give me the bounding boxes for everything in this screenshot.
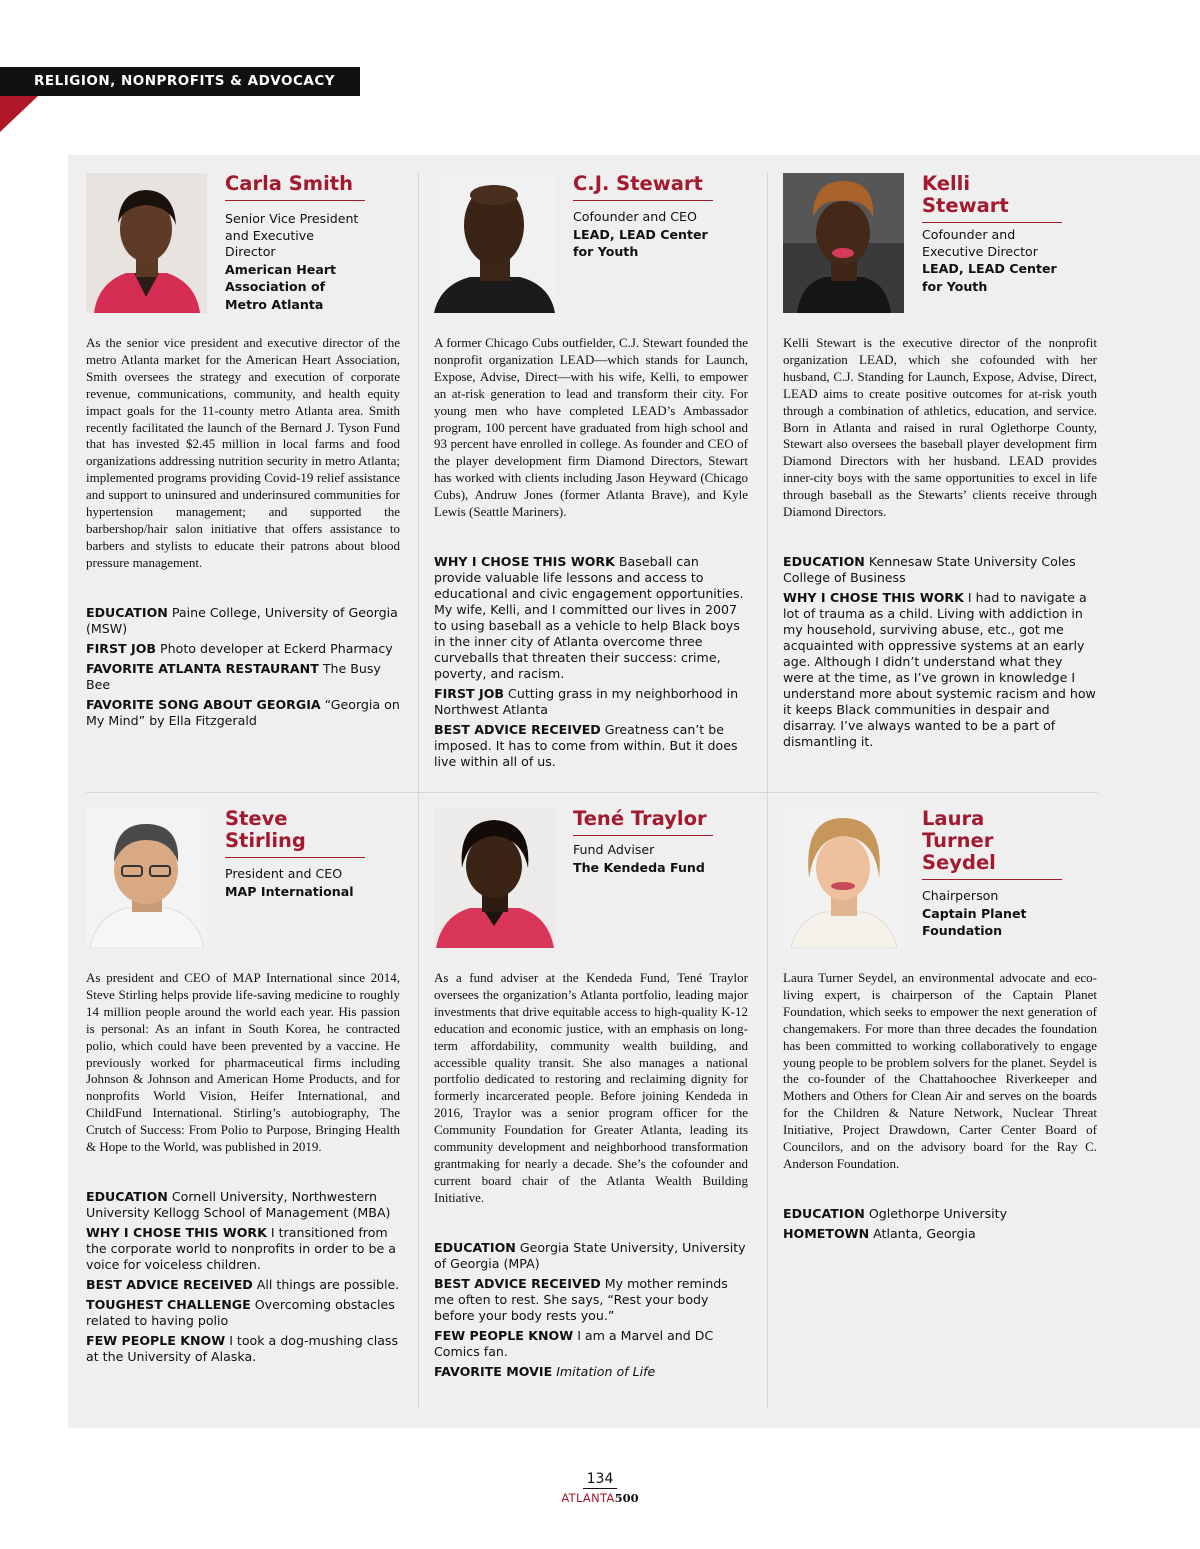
profile-bio: As president and CEO of MAP International since 2014, Steve Stirling helps provide life-saving medicine to roughly 14 million people around the world each year. His passion is personal: As an infant in South Korea, he contracted polio, which could have been prevented by a vaccine. He previously worked for pharmaceutical firms including Johnson & Johnson and American Home Products, and for nonprofits World Vision, Heifer International, and ChildFund International. Stirling’s autobiography, The Crutch of Success: From Polio to Purpose, Bringing Health & Hope to the World, was published in 2019.	[86, 970, 400, 1155]
fact-text: Georgia State University, University of Georgia (MPA)	[434, 1240, 746, 1271]
profile-role: Chairperson	[922, 888, 999, 903]
fact-text: Atlanta, Georgia	[873, 1226, 976, 1241]
portrait-photo	[86, 808, 207, 948]
profile-facts	[783, 1206, 1097, 1246]
publication-brand	[0, 1491, 1200, 1505]
fact-item	[783, 554, 1097, 586]
fact-label: FEW PEOPLE KNOW	[434, 1328, 574, 1343]
fact-text: I took a dog-mushing class at the University of Alaska.	[86, 1333, 399, 1364]
profile-name: Carla Smith	[225, 173, 365, 201]
fact-text: Kennesaw State University Coles College of Business	[783, 554, 1076, 585]
profile-name: Tené Traylor	[573, 808, 713, 836]
fact-label: WHY I CHOSE THIS WORK	[783, 590, 964, 605]
profile-organization: The Kendeda Fund	[573, 859, 705, 875]
profile-bio: As the senior vice president and executive director of the metro Atlanta market for the American Heart Association, Smith oversees the strategy and execution of corporate revenue, communications, community, and health equity impact goals for the 11-county metro Atlanta area. Smith recently facilitated the launch of the Bernard J. Tyson Fund that has invested $2.45 million in local farms and food organizations addressing nutrition security in metro Atlanta; implemented programs providing Covid-19 relief assistance and support to uninsured and underinsured communities for hypertension management; and supported the barbershop/hair salon initiative that offers assistance to barbers and stylists to educate their patrons about blood pressure management.	[86, 335, 400, 570]
portrait-photo	[434, 173, 555, 313]
fact-label: FAVORITE ATLANTA RESTAURANT	[86, 661, 319, 676]
fact-item	[86, 1189, 400, 1221]
fact-label: TOUGHEST CHALLENGE	[86, 1297, 251, 1312]
profile-facts	[783, 554, 1097, 754]
profile-facts	[434, 554, 748, 774]
profile-organization: LEAD, LEAD Center for Youth	[922, 261, 1057, 294]
profile-bio: Laura Turner Seydel, an environmental advocate and eco-living expert, is chairperson of the Captain Planet Foundation, which seeks to empower the next generation of changemakers. For more than three decades the foundation has been committed to working collaboratively to engage young people to be problem solvers for the planet. Seydel is the co-founder of the Chattahoochee Riverkeeper and Mothers and Others for Clean Air and serves on the boards for the Children & Nature Network, Nuclear Threat Initiative, Project Drawdown, Carter Center Board of Councilors, and on the advisory board for the Ray C. Anderson Foundation.	[783, 970, 1097, 1171]
fact-item	[86, 1277, 400, 1293]
column-divider	[767, 173, 768, 1408]
fact-label: BEST ADVICE RECEIVED	[434, 722, 601, 737]
profile-role: Cofounder and Executive Director	[922, 227, 1038, 259]
page-number: 134	[583, 1471, 618, 1489]
profile-role: Cofounder and CEO	[573, 209, 697, 224]
fact-item	[434, 554, 748, 682]
fact-item	[86, 605, 400, 637]
fact-item	[783, 1206, 1097, 1222]
fact-text: Greatness can’t be imposed. It has to come from within. But it does live within all of us.	[434, 722, 738, 769]
fact-label: FAVORITE SONG ABOUT GEORGIA	[86, 697, 321, 712]
profile-bio: Kelli Stewart is the executive director of the nonprofit organization LEAD, which she cofounded with her husband, C.J. Standing for Launch, Expose, Advise, Direct, LEAD aims to create positive outcomes for at-risk youth through a combination of athletics, education, and service. Born in Atlanta and raised in rural Oglethorpe County, Stewart also oversees the baseball player development firm Diamond Directors with her husband. LEAD provides inner-city boys with the same opportunities to excel in life through baseball as the Stewarts’ clients receive through Diamond Directors.	[783, 335, 1097, 520]
fact-item	[434, 722, 748, 770]
fact-text: I am a Marvel and DC Comics fan.	[434, 1328, 714, 1359]
profile-role: Senior Vice President and Executive Director	[225, 211, 359, 259]
fact-item	[434, 1364, 748, 1380]
fact-label: EDUCATION	[86, 1189, 168, 1204]
profile-name: Steve Stirling	[225, 808, 365, 858]
fact-text: Imitation of Life	[556, 1364, 656, 1379]
profile-role: President and CEO	[225, 866, 343, 881]
portrait-photo	[86, 173, 207, 313]
profile-role: Fund Adviser	[573, 842, 655, 857]
fact-text: I had to navigate a lot of trauma as a child. Living with addiction in my household, surviving abuse, etc., got me acquainted with oppressive systems at an early age. Although I didn’t understand what they were at the time, as I’ve grown in knowledge I understand more about systemic racism and how it keeps Black communities in despair and disarray. I’ve always wanted to be a part of dismantling it.	[783, 590, 1096, 749]
profile-organization: American Heart Association of Metro Atlanta	[225, 261, 337, 312]
profile-header	[225, 173, 365, 313]
fact-item	[434, 1328, 748, 1360]
fact-item	[86, 661, 400, 693]
profile-name: C.J. Stewart	[573, 173, 713, 201]
profile-header	[225, 808, 365, 900]
profile-facts	[434, 1240, 748, 1384]
page-footer	[0, 1470, 1200, 1505]
fact-item	[434, 1276, 748, 1324]
row-divider	[86, 792, 1098, 793]
profile-bio: A former Chicago Cubs outfielder, C.J. Stewart founded the nonprofit organization LEAD—which stands for Launch, Expose, Advise, Direct—with his wife, Kelli, to empower an at-risk generation to lead and transform their city. For young men who have completed LEAD’s Ambassador program, 100 percent have graduated from high school and 93 percent have enrolled in college. As founder and CEO of the player development firm Diamond Directors, Stewart has worked with clients including Jason Heyward (Chicago Cubs), Andruw Jones (former Atlanta Brave), and Kyle Lewis (Seattle Mariners).	[434, 335, 748, 520]
fact-text: Overcoming obstacles related to having polio	[86, 1297, 395, 1328]
portrait-photo	[434, 808, 555, 948]
fact-item	[86, 1225, 400, 1273]
profile-facts	[86, 605, 400, 733]
fact-label: FIRST JOB	[86, 641, 157, 656]
fact-label: EDUCATION	[86, 605, 168, 620]
fact-label: BEST ADVICE RECEIVED	[86, 1277, 253, 1292]
portrait-photo	[783, 173, 904, 313]
fact-text: Oglethorpe University	[868, 1206, 1008, 1221]
fact-label: EDUCATION	[783, 1206, 865, 1221]
fact-item	[86, 641, 400, 657]
section-title: RELIGION, NONPROFITS & ADVOCACY	[0, 67, 360, 96]
fact-item	[783, 590, 1097, 750]
profile-header	[922, 808, 1062, 940]
profile-organization: Captain Planet Foundation	[922, 905, 1027, 938]
fact-item	[86, 1333, 400, 1365]
fact-label: HOMETOWN	[783, 1226, 870, 1241]
profile-header	[922, 173, 1062, 295]
fact-text: All things are possible.	[256, 1277, 400, 1292]
profile-name: Laura Turner Seydel	[922, 808, 1062, 880]
fact-text: Baseball can provide valuable life lessons and access to educational and civic engagement opportunities. My wife, Kelli, and I committed our lives in 2007 to using baseball as a vehicle to help Black boys in the inner city of Atlanta overcome three curveballs that threaten their success: crime, poverty, and racism.	[434, 554, 744, 681]
profile-header	[573, 808, 713, 876]
fact-text: “Georgia on My Mind” by Ella Fitzgerald	[86, 697, 400, 728]
profile-facts	[86, 1189, 400, 1369]
profile-header	[573, 173, 713, 261]
fact-text: Paine College, University of Georgia (MSW)	[86, 605, 398, 636]
fact-text: Cutting grass in my neighborhood in Northwest Atlanta	[434, 686, 739, 717]
fact-label: FEW PEOPLE KNOW	[86, 1333, 226, 1348]
profile-organization: LEAD, LEAD Center for Youth	[573, 226, 708, 259]
fact-text: The Busy Bee	[86, 661, 381, 692]
fact-text: Cornell University, Northwestern University Kellogg School of Management (MBA)	[86, 1189, 391, 1220]
fact-text: My mother reminds me often to rest. She says, “Rest your body before your body rests you.”	[434, 1276, 728, 1323]
fact-item	[434, 1240, 748, 1272]
fact-item	[86, 1297, 400, 1329]
fact-label: WHY I CHOSE THIS WORK	[86, 1225, 267, 1240]
column-divider	[418, 173, 419, 1408]
fact-text: I transitioned from the corporate world to nonprofits in order to be a voice for voiceless children.	[86, 1225, 396, 1272]
section-corner-accent	[0, 96, 38, 132]
portrait-photo	[783, 808, 904, 948]
fact-label: WHY I CHOSE THIS WORK	[434, 554, 615, 569]
brand-500: 500	[614, 1491, 639, 1505]
fact-label: BEST ADVICE RECEIVED	[434, 1276, 601, 1291]
fact-item	[86, 697, 400, 729]
fact-label: FAVORITE MOVIE	[434, 1364, 553, 1379]
profile-organization: MAP International	[225, 883, 354, 899]
fact-item	[434, 686, 748, 718]
profile-name: Kelli Stewart	[922, 173, 1062, 223]
brand-atlanta: ATLANTA	[561, 1491, 615, 1505]
fact-label: EDUCATION	[783, 554, 865, 569]
fact-label: EDUCATION	[434, 1240, 516, 1255]
fact-label: FIRST JOB	[434, 686, 505, 701]
fact-item	[783, 1226, 1097, 1242]
profile-bio: As a fund adviser at the Kendeda Fund, Tené Traylor oversees the organization’s Atlanta portfolio, leading major investments that drive equitable access to high-quality K-12 education and economic justice, with an emphasis on long-term affordability, community wealth building, and accessible quality transit. She also manages a national portfolio dedicated to restoring and reclaiming dignity for formerly incarcerated people. Before joining Kendeda in 2016, Traylor was a senior program officer for the Community Foundation for Greater Atlanta, leading its community development and neighborhood transformation grantmaking for nearly a decade. She’s the cofounder and current board chair of the Atlanta Wealth Building Initiative.	[434, 970, 748, 1205]
fact-text: Photo developer at Eckerd Pharmacy	[160, 641, 393, 656]
